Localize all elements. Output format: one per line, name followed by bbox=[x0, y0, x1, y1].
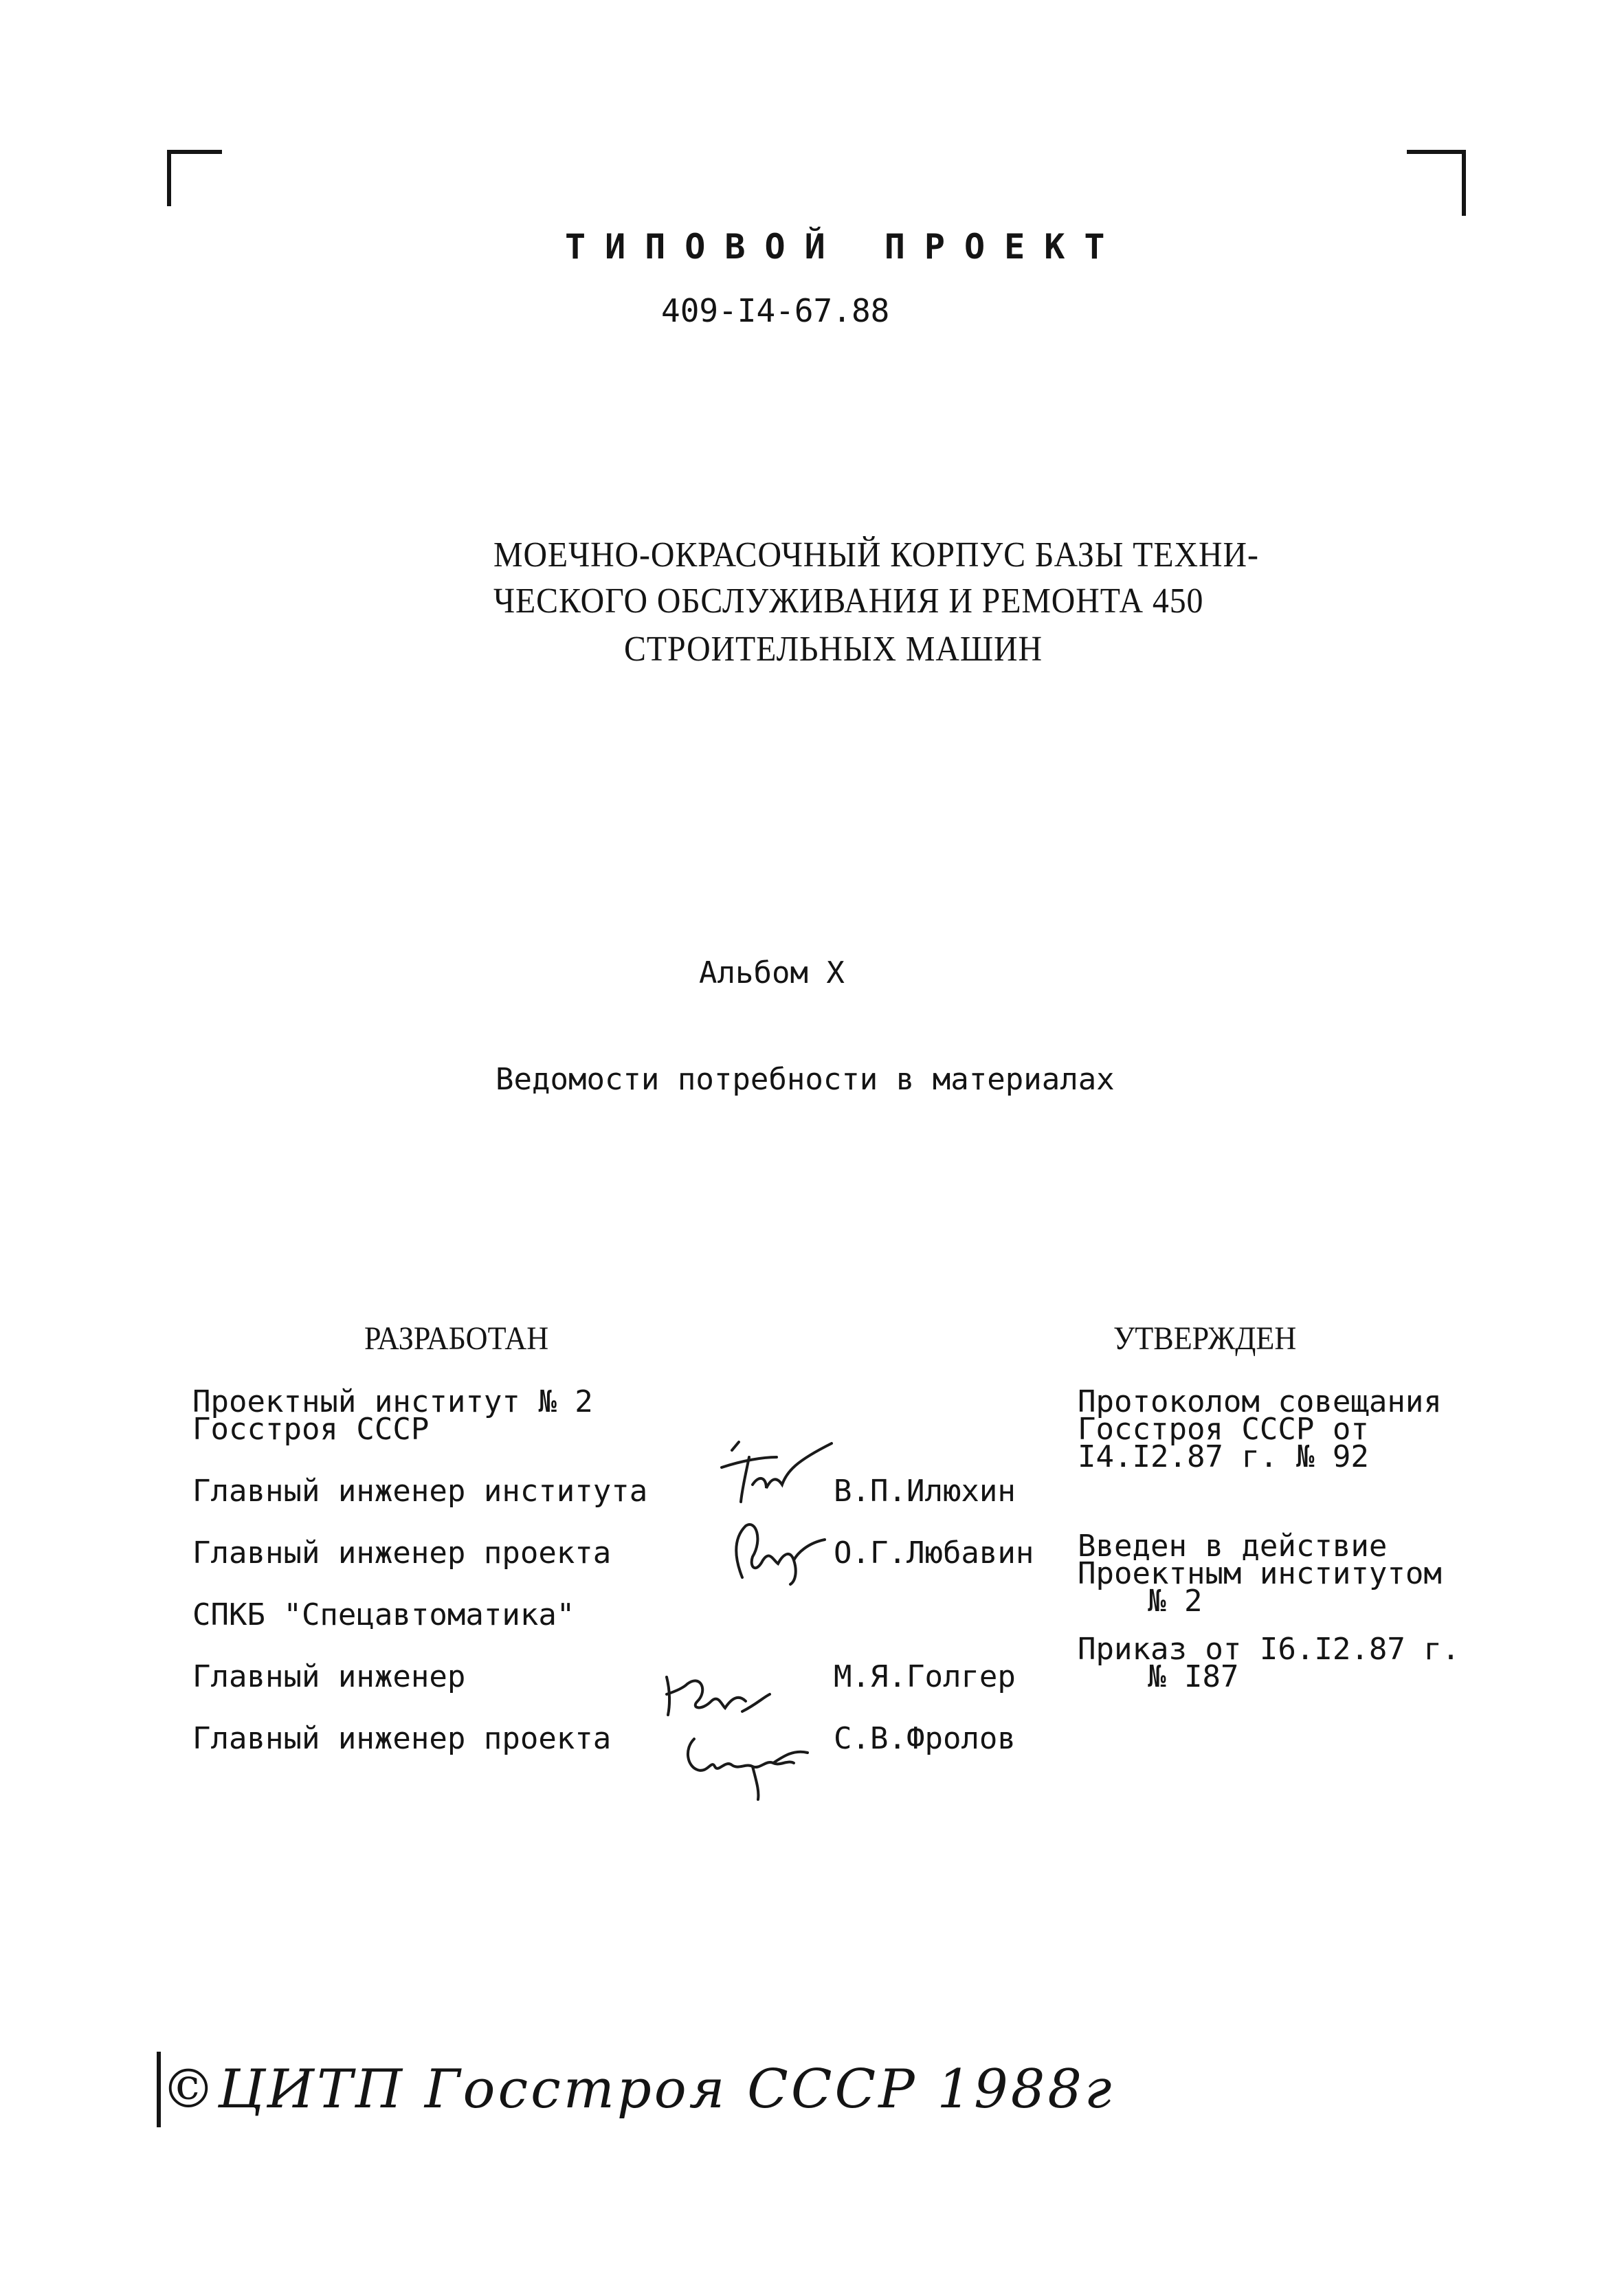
name-chief-engineer-spkb: М.Я.Голгер bbox=[834, 1659, 1016, 1694]
developer-institute-line-1: Проектный институт № 2 bbox=[192, 1384, 593, 1419]
project-code: 409-I4-67.88 bbox=[661, 292, 890, 329]
corner-mark-top-right-vertical bbox=[1462, 150, 1466, 216]
role-chief-engineer-spkb: Главный инженер bbox=[192, 1659, 466, 1694]
order-line-1: Приказ от I6.I2.87 г. bbox=[1078, 1632, 1460, 1667]
project-name-line-1: МОЕЧНО-ОКРАСОЧНЫЙ КОРПУС БАЗЫ ТЕХНИ- bbox=[493, 535, 1259, 575]
name-chief-engineer-project: О.Г.Любавин bbox=[834, 1535, 1034, 1571]
album-subject: Ведомости потребности в материалах bbox=[496, 1062, 1115, 1097]
introduction-line-2: Проектным институтом bbox=[1078, 1556, 1442, 1591]
developer-institute-line-2: Госстроя СССР bbox=[192, 1412, 430, 1447]
copyright-bracket bbox=[157, 2052, 161, 2127]
organization-spkb: СПКБ "Спецавтоматика" bbox=[192, 1597, 575, 1632]
signature-ilyukhin bbox=[701, 1437, 838, 1512]
corner-mark-top-left bbox=[167, 150, 222, 154]
copyright-stamp: ©ЦИТП Госстроя СССР 1988г bbox=[162, 2059, 1115, 2120]
approval-protocol-line-2: Госстроя СССР от bbox=[1078, 1412, 1369, 1447]
role-chief-engineer-institute: Главный инженер института bbox=[192, 1474, 648, 1509]
approval-protocol-line-3: I4.I2.87 г. № 92 bbox=[1078, 1439, 1369, 1474]
role-chief-engineer-project-spkb: Главный инженер проекта bbox=[192, 1721, 612, 1756]
name-chief-engineer-project-spkb: С.В.Фролов bbox=[834, 1721, 1016, 1756]
approved-heading: УТВЕРЖДЕН bbox=[1113, 1320, 1297, 1357]
introduction-line-3: № 2 bbox=[1148, 1584, 1203, 1619]
signature-frolov bbox=[670, 1725, 821, 1801]
role-chief-engineer-project: Главный инженер проекта bbox=[192, 1535, 612, 1571]
signature-golger bbox=[660, 1663, 797, 1725]
album-label: Альбом X bbox=[699, 955, 845, 990]
introduction-line-1: Введен в действие bbox=[1078, 1529, 1388, 1564]
document-title: ТИПОВОЙ ПРОЕКТ bbox=[565, 227, 1124, 267]
signature-lyubavin bbox=[715, 1512, 832, 1588]
name-chief-engineer-institute: В.П.Илюхин bbox=[834, 1474, 1016, 1509]
approval-protocol-line-1: Протоколом совещания bbox=[1078, 1384, 1442, 1419]
developed-heading: РАЗРАБОТАН bbox=[364, 1320, 549, 1357]
project-name-line-2: ЧЕСКОГО ОБСЛУЖИВАНИЯ И РЕМОНТА 450 bbox=[493, 581, 1204, 621]
corner-mark-top-right bbox=[1407, 150, 1466, 154]
corner-mark-top-left-vertical bbox=[167, 150, 171, 206]
project-name-line-3: СТРОИТЕЛЬНЫХ МАШИН bbox=[624, 630, 1043, 669]
order-line-2: № I87 bbox=[1148, 1659, 1239, 1694]
